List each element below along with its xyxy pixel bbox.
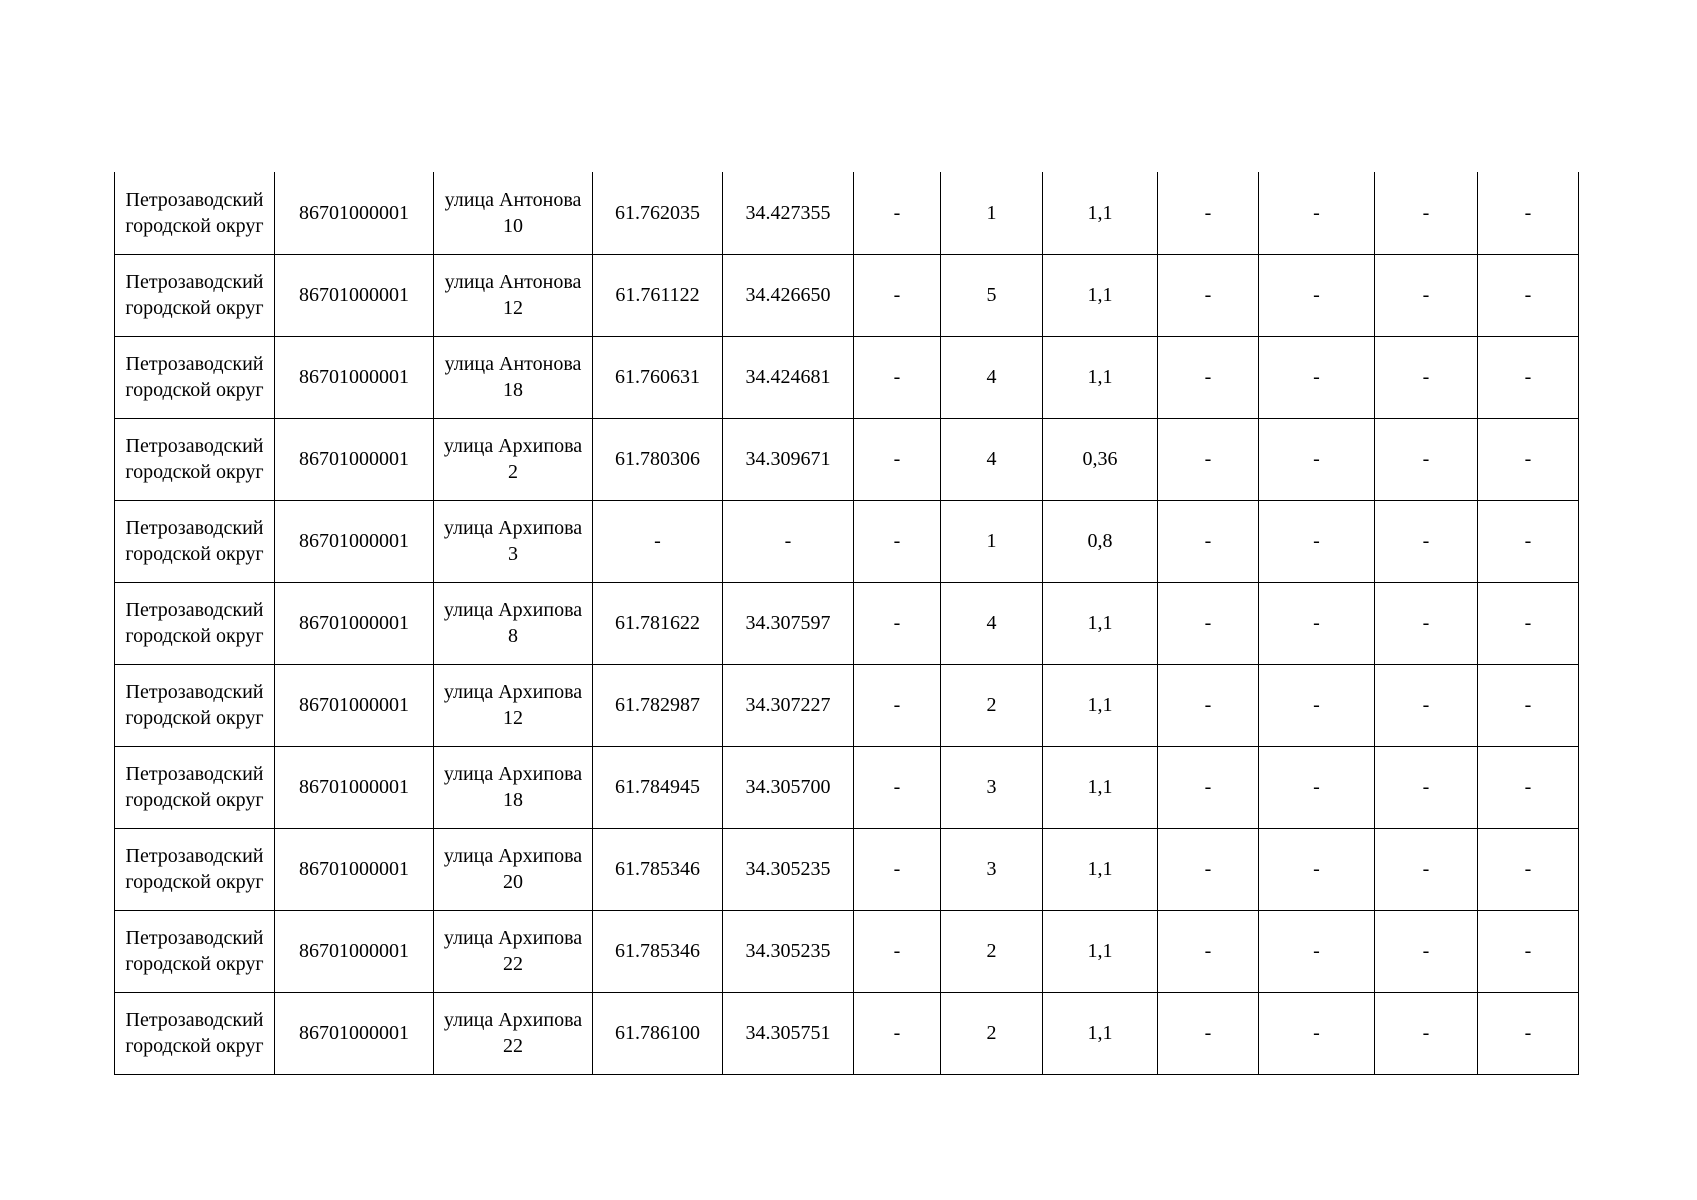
latitude-cell-text: 61.781622 (615, 612, 700, 634)
column-10-cell (1259, 336, 1375, 418)
column-9-cell (1158, 254, 1259, 336)
municipality-cell-text: Петрозаводский городской округ (125, 1009, 264, 1057)
container-volume-cell (1043, 418, 1158, 500)
table-row (115, 418, 1579, 500)
column-11-cell-text: - (1422, 201, 1430, 224)
oktmo-cell-text: 86701000001 (299, 858, 409, 880)
column-9-cell-text: - (1204, 284, 1212, 306)
address-cell-text: улица Антонова 10 (444, 188, 582, 237)
oktmo-cell (275, 336, 434, 418)
oktmo-cell (275, 582, 434, 664)
column-11-cell-text: - (1422, 530, 1430, 552)
latitude-cell-text: 61.785346 (615, 940, 700, 962)
containers-count-cell-text: 2 (986, 940, 997, 962)
column-9-cell (1158, 582, 1259, 664)
address-cell (434, 664, 593, 746)
column-6-cell (854, 418, 941, 500)
address-cell-text: улица Антонова 18 (444, 353, 582, 401)
column-12-cell-text: - (1524, 940, 1532, 962)
longitude-cell-text: 34.307597 (745, 612, 831, 634)
municipality-cell-text: Петрозаводский городской округ (125, 353, 264, 401)
column-11-cell (1375, 664, 1478, 746)
column-12-cell (1478, 910, 1579, 992)
longitude-cell-text: 34.307227 (745, 694, 831, 716)
column-10-cell (1259, 500, 1375, 582)
column-12-cell-text: - (1524, 448, 1532, 470)
table-row (115, 664, 1579, 746)
containers-count-cell-text: 1 (986, 530, 997, 552)
municipality-cell-text: Петрозаводский городской округ (125, 517, 264, 565)
column-12-cell-text: - (1524, 201, 1532, 224)
table-row (115, 828, 1579, 910)
column-12-cell-text: - (1524, 612, 1532, 634)
column-11-cell (1375, 828, 1478, 910)
column-9-cell-text: - (1204, 1022, 1212, 1044)
latitude-cell-text: 61.785346 (615, 858, 700, 880)
latitude-cell (593, 746, 723, 828)
container-volume-cell (1043, 746, 1158, 828)
municipality-cell-text: Петрозаводский городской округ (125, 845, 264, 893)
longitude-cell (723, 418, 854, 500)
containers-count-cell-text: 3 (986, 776, 997, 798)
column-10-cell-text: - (1313, 858, 1320, 880)
column-11-cell-text: - (1422, 776, 1430, 798)
column-6-cell (854, 910, 941, 992)
municipality-cell-text: Петрозаводский городской округ (125, 763, 264, 811)
column-12-cell (1478, 664, 1579, 746)
address-cell-text: улица Архипова 3 (443, 517, 583, 565)
latitude-cell-text: 61.782987 (615, 694, 700, 716)
containers-count-cell (941, 254, 1043, 336)
containers-count-cell-text: 3 (986, 858, 997, 880)
container-volume-cell (1043, 500, 1158, 582)
column-6-cell-text: - (893, 694, 901, 716)
column-12-cell (1478, 828, 1579, 910)
longitude-cell-text: 34.424681 (745, 366, 831, 388)
containers-count-cell-text: 2 (986, 1022, 997, 1044)
latitude-cell (593, 828, 723, 910)
oktmo-cell (275, 746, 434, 828)
table-row (115, 910, 1579, 992)
container-volume-cell-text: 0,36 (1082, 448, 1118, 470)
table-row (115, 746, 1579, 828)
address-cell (434, 336, 593, 418)
container-volume-cell (1043, 172, 1158, 254)
container-volume-cell (1043, 992, 1158, 1074)
column-9-cell (1158, 746, 1259, 828)
address-cell-text: улица Архипова 8 (443, 599, 583, 647)
address-cell (434, 254, 593, 336)
column-11-cell-text: - (1422, 612, 1430, 634)
column-10-cell-text: - (1313, 448, 1320, 470)
column-11-cell-text: - (1422, 694, 1430, 716)
column-12-cell (1478, 418, 1579, 500)
address-cell (434, 172, 593, 254)
column-6-cell-text: - (893, 1022, 901, 1044)
table-row (115, 254, 1579, 336)
oktmo-cell (275, 172, 434, 254)
column-6-cell (854, 500, 941, 582)
latitude-cell (593, 910, 723, 992)
address-cell-text: улица Архипова 22 (443, 927, 583, 975)
oktmo-cell (275, 418, 434, 500)
latitude-cell (593, 254, 723, 336)
column-6-cell-text: - (893, 284, 901, 306)
latitude-cell-text: 61.762035 (615, 201, 700, 224)
containers-count-cell (941, 746, 1043, 828)
containers-count-cell (941, 910, 1043, 992)
column-6-cell-text: - (893, 530, 901, 552)
containers-count-cell (941, 500, 1043, 582)
column-9-cell-text: - (1204, 694, 1212, 716)
table-row (115, 500, 1579, 582)
longitude-cell-text: 34.305235 (745, 940, 831, 962)
oktmo-cell (275, 828, 434, 910)
containers-count-cell (941, 418, 1043, 500)
municipality-cell-text: Петрозаводский городской округ (125, 681, 264, 729)
column-6-cell-text: - (893, 612, 901, 634)
address-cell-text: улица Архипова 20 (443, 845, 583, 893)
column-9-cell-text: - (1204, 448, 1212, 470)
column-9-cell (1158, 500, 1259, 582)
containers-count-cell-text: 4 (986, 448, 997, 470)
latitude-cell (593, 992, 723, 1074)
column-6-cell (854, 664, 941, 746)
column-10-cell-text: - (1313, 776, 1320, 798)
longitude-cell-text: 34.309671 (745, 448, 831, 470)
containers-count-cell-text: 4 (986, 366, 997, 388)
container-volume-cell-text: 0,8 (1087, 530, 1113, 552)
address-cell (434, 582, 593, 664)
address-cell-text: улица Архипова 22 (443, 1009, 583, 1057)
column-9-cell (1158, 910, 1259, 992)
longitude-cell (723, 910, 854, 992)
table-row (115, 172, 1579, 254)
column-10-cell-text: - (1313, 201, 1320, 224)
containers-count-cell-text: 2 (986, 694, 997, 716)
municipality-cell-text: Петрозаводский городской округ (125, 927, 264, 975)
containers-count-cell (941, 992, 1043, 1074)
oktmo-cell (275, 254, 434, 336)
oktmo-cell-text: 86701000001 (299, 530, 409, 552)
container-volume-cell-text: 1,1 (1087, 284, 1113, 306)
address-cell (434, 746, 593, 828)
container-volume-cell (1043, 582, 1158, 664)
column-11-cell (1375, 254, 1478, 336)
column-6-cell (854, 336, 941, 418)
table-row (115, 582, 1579, 664)
longitude-cell (723, 500, 854, 582)
oktmo-cell-text: 86701000001 (299, 284, 409, 306)
longitude-cell (723, 254, 854, 336)
oktmo-cell-text: 86701000001 (299, 366, 409, 388)
column-9-cell (1158, 664, 1259, 746)
latitude-cell (593, 418, 723, 500)
container-volume-cell (1043, 828, 1158, 910)
municipality-cell (115, 254, 275, 336)
municipality-cell (115, 910, 275, 992)
container-volume-cell (1043, 254, 1158, 336)
latitude-cell-text: 61.760631 (615, 366, 700, 388)
column-12-cell (1478, 254, 1579, 336)
column-11-cell-text: - (1422, 940, 1430, 962)
municipality-cell-text: Петрозаводский городской округ (125, 435, 264, 483)
oktmo-cell (275, 992, 434, 1074)
column-9-cell (1158, 828, 1259, 910)
column-12-cell (1478, 500, 1579, 582)
oktmo-cell-text: 86701000001 (299, 1022, 409, 1044)
longitude-cell-text: - (784, 530, 792, 552)
longitude-cell (723, 828, 854, 910)
column-10-cell-text: - (1313, 284, 1320, 306)
oktmo-cell-text: 86701000001 (299, 694, 409, 716)
longitude-cell-text: 34.427355 (745, 201, 831, 224)
column-12-cell (1478, 336, 1579, 418)
latitude-cell-text: 61.784945 (615, 776, 700, 798)
column-12-cell-text: - (1524, 694, 1532, 716)
address-cell-text: улица Архипова 18 (443, 763, 583, 811)
column-12-cell (1478, 746, 1579, 828)
address-cell (434, 992, 593, 1074)
column-6-cell-text: - (893, 940, 901, 962)
column-6-cell-text: - (893, 201, 901, 224)
column-9-cell-text: - (1204, 530, 1212, 552)
longitude-cell (723, 746, 854, 828)
latitude-cell-text: 61.761122 (615, 284, 700, 306)
column-12-cell-text: - (1524, 284, 1532, 306)
municipality-cell-text: Петрозаводский городской округ (125, 188, 264, 237)
latitude-cell-text: - (654, 530, 661, 552)
column-10-cell (1259, 910, 1375, 992)
containers-count-cell (941, 172, 1043, 254)
column-12-cell (1478, 172, 1579, 254)
oktmo-cell (275, 500, 434, 582)
municipality-cell (115, 582, 275, 664)
containers-count-cell-text: 4 (986, 612, 997, 634)
column-6-cell-text: - (893, 776, 901, 798)
containers-count-cell (941, 582, 1043, 664)
longitude-cell (723, 664, 854, 746)
column-9-cell (1158, 992, 1259, 1074)
table-row (115, 992, 1579, 1074)
column-9-cell (1158, 172, 1259, 254)
address-cell-text: улица Антонова 12 (444, 271, 582, 319)
oktmo-cell-text: 86701000001 (299, 940, 409, 962)
latitude-cell (593, 172, 723, 254)
containers-count-cell-text: 1 (986, 201, 997, 224)
longitude-cell (723, 992, 854, 1074)
longitude-cell-text: 34.305235 (745, 858, 831, 880)
column-10-cell (1259, 254, 1375, 336)
column-11-cell (1375, 746, 1478, 828)
column-10-cell-text: - (1313, 940, 1320, 962)
column-12-cell-text: - (1524, 858, 1532, 880)
column-11-cell (1375, 336, 1478, 418)
latitude-cell-text: 61.780306 (615, 448, 700, 470)
longitude-cell (723, 172, 854, 254)
latitude-cell (593, 582, 723, 664)
column-6-cell (854, 992, 941, 1074)
column-10-cell (1259, 828, 1375, 910)
latitude-cell (593, 336, 723, 418)
column-11-cell-text: - (1422, 1022, 1430, 1044)
waste-sites-table (114, 172, 1579, 1075)
container-volume-cell-text: 1,1 (1087, 940, 1113, 962)
column-9-cell (1158, 418, 1259, 500)
column-12-cell-text: - (1524, 530, 1532, 552)
column-6-cell-text: - (893, 366, 901, 388)
column-9-cell-text: - (1204, 776, 1212, 798)
column-9-cell-text: - (1204, 858, 1212, 880)
container-volume-cell-text: 1,1 (1087, 366, 1113, 388)
address-cell-text: улица Архипова 2 (443, 435, 583, 483)
column-11-cell (1375, 418, 1478, 500)
column-6-cell-text: - (893, 448, 901, 470)
table-body (115, 172, 1579, 1074)
column-6-cell-text: - (893, 858, 901, 880)
container-volume-cell-text: 1,1 (1087, 694, 1113, 716)
longitude-cell-text: 34.305700 (745, 776, 831, 798)
oktmo-cell-text: 86701000001 (299, 776, 409, 798)
column-10-cell-text: - (1313, 366, 1320, 388)
oktmo-cell-text: 86701000001 (299, 448, 409, 470)
oktmo-cell-text: 86701000001 (299, 201, 409, 224)
column-10-cell-text: - (1313, 530, 1320, 552)
address-cell (434, 418, 593, 500)
column-10-cell (1259, 582, 1375, 664)
municipality-cell (115, 828, 275, 910)
column-10-cell (1259, 992, 1375, 1074)
municipality-cell (115, 172, 275, 254)
container-volume-cell-text: 1,1 (1087, 612, 1113, 634)
column-12-cell-text: - (1524, 366, 1532, 388)
longitude-cell-text: 34.426650 (745, 284, 831, 306)
container-volume-cell (1043, 664, 1158, 746)
column-11-cell (1375, 500, 1478, 582)
oktmo-cell-text: 86701000001 (299, 612, 409, 634)
municipality-cell (115, 992, 275, 1074)
municipality-cell (115, 664, 275, 746)
column-6-cell (854, 254, 941, 336)
column-10-cell (1259, 172, 1375, 254)
latitude-cell-text: 61.786100 (615, 1022, 700, 1044)
containers-count-cell-text: 5 (986, 284, 997, 306)
column-11-cell-text: - (1422, 284, 1430, 306)
municipality-cell-text: Петрозаводский городской округ (125, 271, 264, 319)
municipality-cell-text: Петрозаводский городской округ (125, 599, 264, 647)
column-11-cell (1375, 172, 1478, 254)
latitude-cell (593, 664, 723, 746)
container-volume-cell-text: 1,1 (1087, 201, 1113, 224)
column-11-cell-text: - (1422, 366, 1430, 388)
longitude-cell (723, 582, 854, 664)
column-10-cell-text: - (1313, 694, 1320, 716)
oktmo-cell (275, 664, 434, 746)
column-6-cell (854, 746, 941, 828)
column-11-cell (1375, 992, 1478, 1074)
column-6-cell (854, 828, 941, 910)
column-6-cell (854, 172, 941, 254)
longitude-cell-text: 34.305751 (745, 1022, 831, 1044)
oktmo-cell (275, 910, 434, 992)
table-row (115, 336, 1579, 418)
address-cell (434, 910, 593, 992)
column-12-cell (1478, 992, 1579, 1074)
column-9-cell-text: - (1204, 612, 1212, 634)
column-12-cell-text: - (1524, 776, 1532, 798)
column-10-cell (1259, 664, 1375, 746)
container-volume-cell-text: 1,1 (1087, 1022, 1113, 1044)
column-12-cell-text: - (1524, 1022, 1532, 1044)
address-cell (434, 500, 593, 582)
column-10-cell (1259, 746, 1375, 828)
containers-count-cell (941, 828, 1043, 910)
column-11-cell (1375, 910, 1478, 992)
container-volume-cell-text: 1,1 (1087, 858, 1113, 880)
column-10-cell-text: - (1313, 612, 1320, 634)
column-11-cell (1375, 582, 1478, 664)
column-9-cell-text: - (1204, 366, 1212, 388)
municipality-cell (115, 746, 275, 828)
municipality-cell (115, 336, 275, 418)
column-9-cell (1158, 336, 1259, 418)
longitude-cell (723, 336, 854, 418)
column-11-cell-text: - (1422, 858, 1430, 880)
municipality-cell (115, 418, 275, 500)
containers-count-cell (941, 664, 1043, 746)
container-volume-cell-text: 1,1 (1087, 776, 1113, 798)
column-9-cell-text: - (1204, 201, 1212, 224)
column-10-cell-text: - (1313, 1022, 1320, 1044)
municipality-cell (115, 500, 275, 582)
containers-count-cell (941, 336, 1043, 418)
address-cell (434, 828, 593, 910)
column-11-cell-text: - (1422, 448, 1430, 470)
latitude-cell (593, 500, 723, 582)
column-6-cell (854, 582, 941, 664)
column-12-cell (1478, 582, 1579, 664)
address-cell-text: улица Архипова 12 (443, 681, 583, 729)
column-9-cell-text: - (1204, 940, 1212, 962)
container-volume-cell (1043, 910, 1158, 992)
column-10-cell (1259, 418, 1375, 500)
container-volume-cell (1043, 336, 1158, 418)
